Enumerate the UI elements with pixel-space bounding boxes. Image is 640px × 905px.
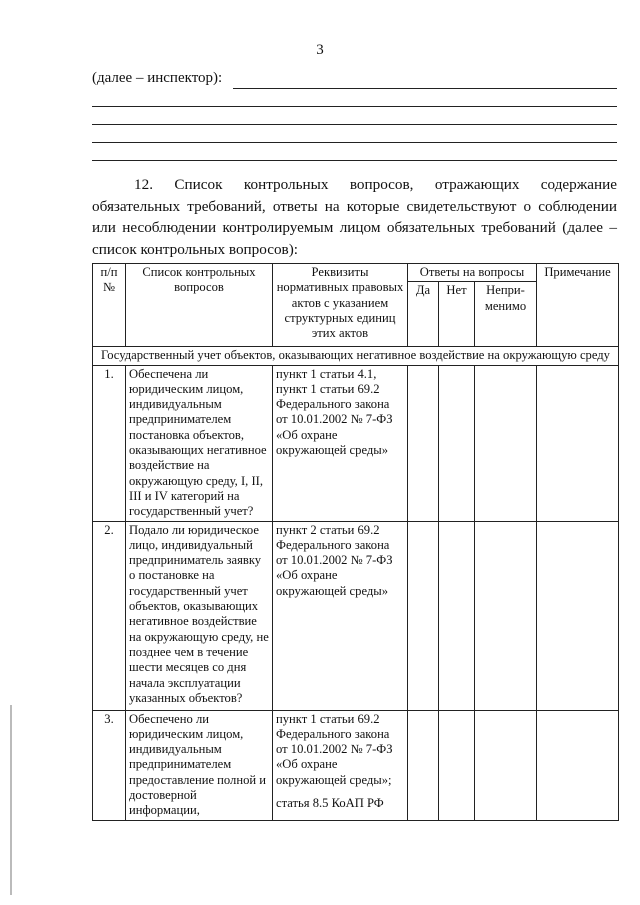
row-question: Обеспечена ли юридическим лицом, индивидуальным предпринимателем постановка объектов, оказывающих негативное воздействие на окружающую среду, I, II, III и IV категорий на государственный учет?: [126, 365, 273, 521]
row-question: Подало ли юридическое лицо, индивидуальный предприниматель заявку о постановке на государственный учет объектов, оказывающих негативное воздействие на окружающую среду, не позднее чем в течение шести месяцев со дня начала эксплуатации указанных объектов?: [126, 521, 273, 710]
header-question: Список контрольных вопросов: [126, 264, 273, 347]
header-na: Непри-менимо: [475, 282, 537, 347]
row-requisites: пункт 1 статьи 4.1, пункт 1 статьи 69.2 Федерального закона от 10.01.2002 № 7-ФЗ «Об охране окружающей среды»: [273, 365, 408, 521]
answer-na-cell: [475, 365, 537, 521]
row-num: 2.: [93, 521, 126, 710]
note-cell: [537, 710, 619, 820]
section-row: [93, 347, 619, 365]
table-row: [93, 710, 619, 820]
answer-na-cell: [475, 521, 537, 710]
answer-yes-cell: [408, 521, 439, 710]
answer-no-cell: [439, 521, 475, 710]
header-num: п/п №: [93, 264, 126, 347]
row-requisites: пункт 1 статьи 69.2 Федерального закона от 10.01.2002 № 7-ФЗ «Об охране окружающей среды»;: [276, 711, 393, 787]
scan-edge-mark: [10, 705, 12, 895]
row-requisites: пункт 2 статьи 69.2 Федерального закона от 10.01.2002 № 7-ФЗ «Об охране окружающей среды»: [273, 521, 408, 710]
header-requisites: Реквизиты нормативных правовых актов с указанием структурных единиц этих актов: [273, 264, 408, 347]
fill-line: [92, 160, 617, 161]
header-answers: Ответы на вопросы: [408, 264, 537, 282]
header-row: [93, 264, 619, 282]
fill-line: [92, 106, 617, 107]
inspector-fill-line: [233, 88, 617, 89]
checklist-table: [92, 263, 619, 821]
answer-no-cell: [439, 710, 475, 820]
paragraph-text: Список контрольных вопросов, отражающих содержание обязательных требований, ответы на которые свидетельствуют о соблюдении или несоблюдении контролируемым лицом обязательных требований (далее – список контрольных вопросов):: [92, 176, 617, 258]
row-requisites-extra: статья 8.5 КоАП РФ: [276, 796, 384, 811]
page-number: 3: [316, 42, 324, 58]
answer-no-cell: [439, 365, 475, 521]
header-no: Нет: [439, 282, 475, 347]
note-cell: [537, 365, 619, 521]
fill-line: [92, 142, 617, 143]
paragraph-number: 12.: [134, 176, 153, 193]
answer-na-cell: [475, 710, 537, 820]
table-row: [93, 521, 619, 710]
header-yes: Да: [408, 282, 439, 347]
row-num: 1.: [93, 365, 126, 521]
checklist-paragraph: [92, 174, 617, 260]
table-row: [93, 365, 619, 521]
row-num: 3.: [93, 710, 126, 820]
note-cell: [537, 521, 619, 710]
row-question: Обеспечено ли юридическим лицом, индивидуальным предпринимателем предоставление полной и достоверной информации,: [126, 710, 273, 820]
answer-yes-cell: [408, 710, 439, 820]
header-note: Примечание: [537, 264, 619, 347]
row-requisites-cell: [273, 710, 408, 820]
fill-line: [92, 124, 617, 125]
section-title: Государственный учет объектов, оказывающих негативное воздействие на окружающую среду: [93, 347, 619, 365]
inspector-label: (далее – инспектор):: [92, 70, 223, 86]
answer-yes-cell: [408, 365, 439, 521]
